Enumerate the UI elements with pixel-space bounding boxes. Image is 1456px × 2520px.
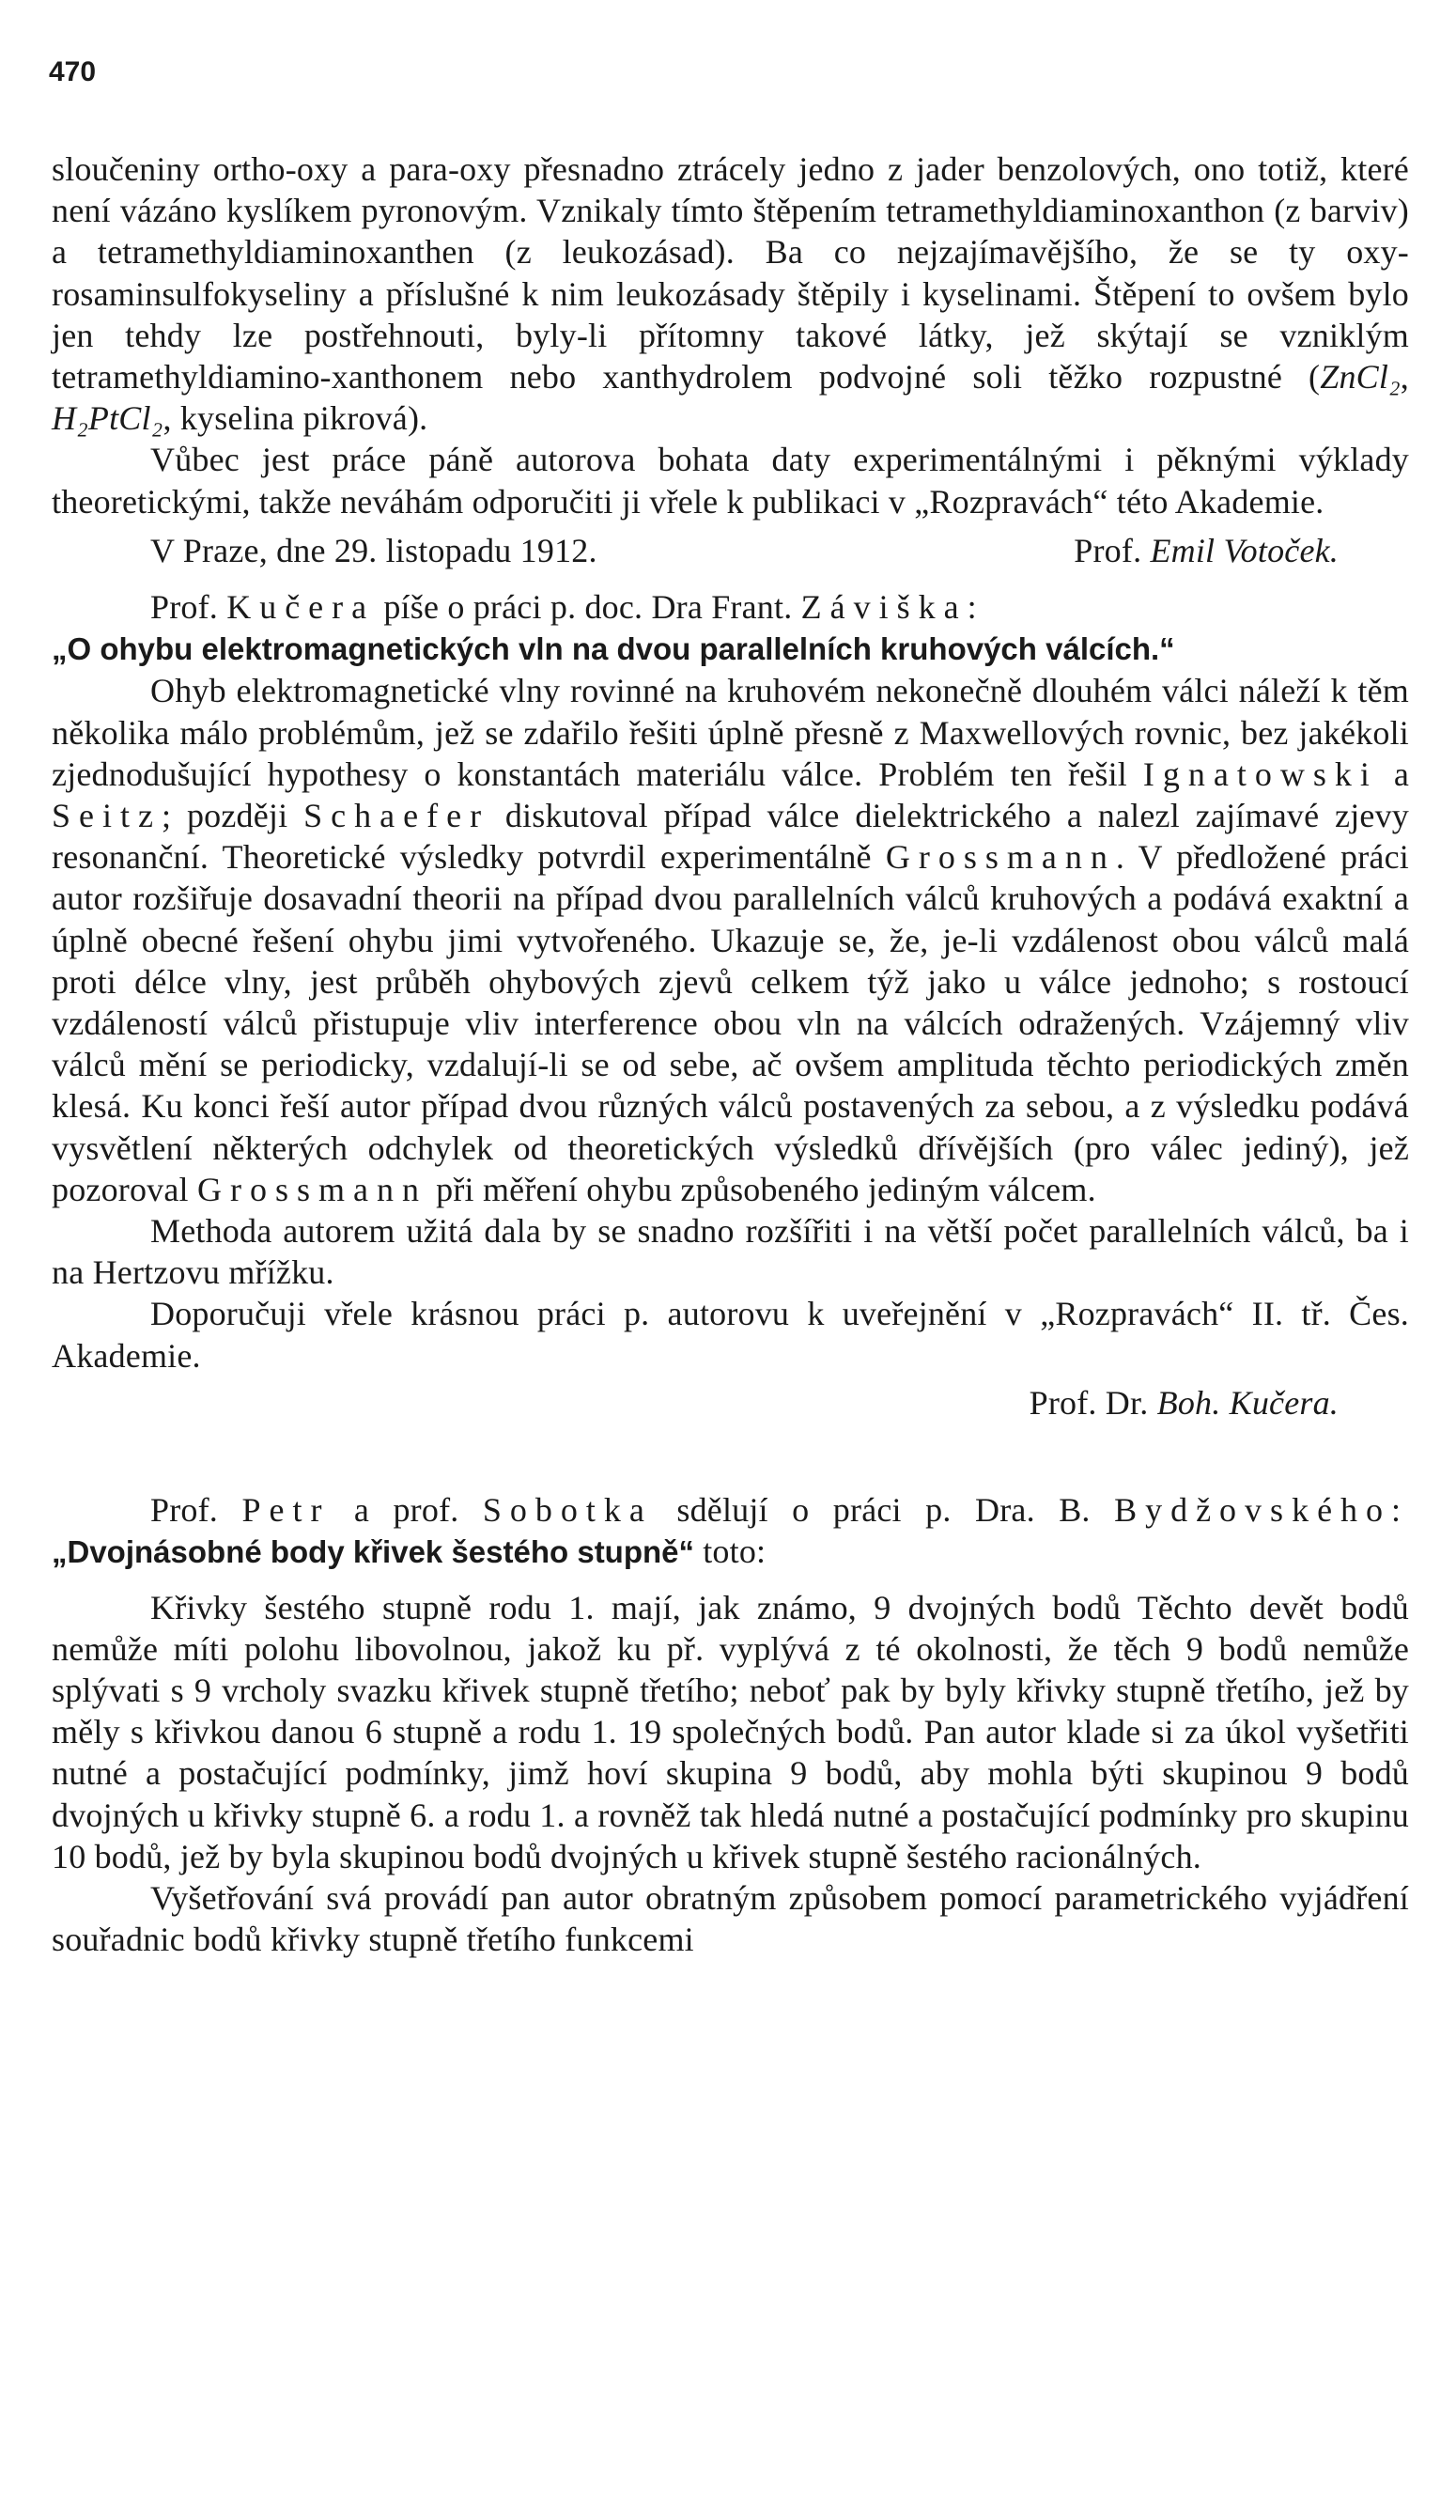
report3-intro: Prof. Petr a prof. Sobotka sdělují o práci p. Dra. B. Bydžovského: „Dvojnásobné body křivek šestého stupně“ toto:	[52, 1491, 1410, 1571]
formula-h2ptcl2: H₂PtCl₂	[52, 399, 163, 438]
report3-title: „Dvojnásobné body křivek šestého stupně“	[52, 1534, 695, 1570]
body-text	[52, 148, 1409, 1960]
report2-paragraph2: Methoda autorem užitá dala by se snadno rozšířiti i na větší počet parallelních válců, ba i na Hertzovu mřížku.	[52, 1212, 1409, 1292]
report1-paragraph2: Vůbec jest práce páně autorova bohata daty experimentálnými i pěknými výklady theoretickými, takže neváhám odporučiti ji vřele k publikaci v „Rozpravách“ této Akademie.	[52, 441, 1409, 521]
signature-kucera: Prof. Dr. Boh. Kučera.	[1029, 1383, 1339, 1422]
report2-paragraph1: Ohyb elektromagnetické vlny rovinné na kruhovém nekonečně dlouhém válci náleží k těm několika málo problémům, jež se zdařilo řešiti úplně přesně z Maxwellových rovnic, bez jakékoli zjednodušující hypothesy o konstantách materiálu válce. Problém ten řešil Ignatowski a Seitz; později Schaefer diskutoval případ válce dielektrického a nalezl zajímavé zjevy resonanční. Theoretické výsledky potvrdil experimentálně Grossmann. V předložené práci autor rozšiřuje dosavadní theorii na případ dvou parallelních válců kruhových a podává exaktní a úplně obecné řešení ohybu jimi vytvořeného. Ukazuje se, že, je-li vzdálenost obou válců malá proti délce vlny, jest průběh ohybových zjevů celkem týž jako u válce jednoho; s rostoucí vzdáleností válců přistupuje vliv interference obou vln na válcích odražených. Vzájemný vliv válců mění se periodicky, vzdalují-li se od sebe, ač ovšem amplituda těchto periodických změn klesá. Ku konci řeší autor případ dvou různých válců postavených za sebou, a z výsledku podává vysvětlení některých odchylek od theoretických výsledků dřívějších (pro válec jediný), jež pozoroval Grossmann při měření ohybu způsobeného jediným válcem.	[52, 672, 1410, 1208]
report3-paragraph1: Křivky šestého stupně rodu 1. mají, jak známo, 9 dvojných bodů Těchto devět bodů nemůže míti polohu libovolnou, jakož ku př. vyplývá z té okolnosti, že těch 9 bodů nemůže splývati s 9 vrcholy svazku křivek stupně třetího; neboť pak by byly křivky stupně třetího, jež by měly s křivkou danou 6 stupně a rodu 1. 19 společných bodů. Pan autor klade si za úkol vyšetřiti nutné a postačující podmínky, jimž hoví skupina 9 bodů, aby mohla býti skupinou 9 bodů dvojných u křivky stupně 6. a rodu 1. a rovněž tak hledá nutné a postačující podmínky pro skupinu 10 bodů, jež by byla skupinou bodů dvojných u křivek stupně šestého racionálných.	[52, 1588, 1409, 1875]
report1-signature-line	[52, 530, 1409, 571]
page-number: 470	[49, 56, 97, 87]
formula-zncl2: ZnCl₂	[1320, 358, 1401, 397]
report1-paragraph1: sloučeniny ortho-oxy a para-oxy přesnadno ztrácely jedno z jader benzolových, ono totiž, které není vázáno kyslíkem pyronovým. Vznikaly tímto štěpením tetramethyldiaminoxanthon (z barviv) a tetramethyldiaminoxanthen (z leukozásad). Ba co nejzajímavějšího, že se ty oxy-rosaminsulfokyseliny a příslušné k nim leukozásady štěpily i kyselinami. Štěpení to ovšem bylo jen tehdy lze postřehnouti, byly-li přítomny takové látky, jež skýtají se vzniklým tetramethyldiamino-xanthonem nebo xanthydrolem podvojné soli těžko rozpustné (ZnCl₂, H₂PtCl₂, kyselina pikrová).	[52, 150, 1409, 438]
name-kucera: Kučera	[226, 588, 376, 627]
report2-paragraph3: Doporučuji vřele krásnou práci p. autorovu k uveřejnění v „Rozpravách“ II. tř. Čes. Akademie.	[52, 1295, 1409, 1375]
signature-votocek: Prof. Emil Votoček.	[1074, 531, 1339, 569]
report3-paragraph2: Vyšetřování svá provádí pan autor obratným způsobem pomocí parametrického vyjádření souřadnic bodů křivky stupně třetího funkcemi	[52, 1878, 1409, 1959]
place-date: V Praze, dne 29. listopadu 1912.	[150, 531, 597, 569]
report2-paragraph3-block	[52, 1293, 1409, 1423]
name-zaviska: Záviška:	[800, 588, 985, 627]
report2-title: „O ohybu elektromagnetických vln na dvou parallelních kruhových válcích.“	[52, 631, 1175, 667]
report2-intro: Prof. Kučera píše o práci p. doc. Dra Frant. Záviška:	[150, 588, 985, 627]
